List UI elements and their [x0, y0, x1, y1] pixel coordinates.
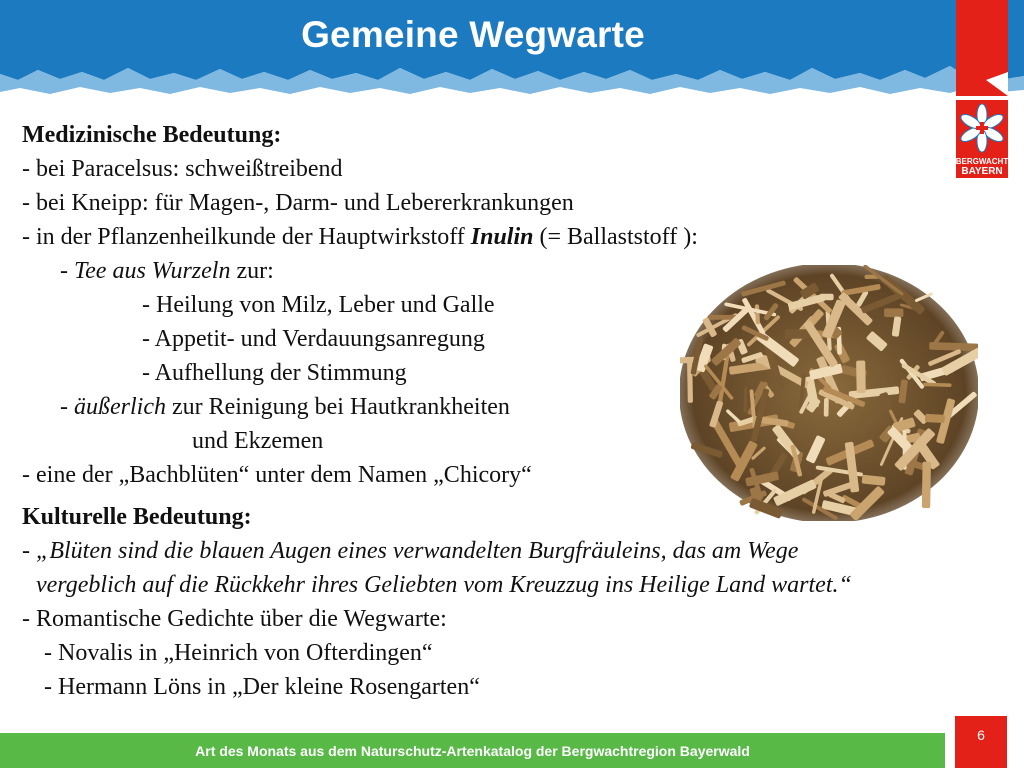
cultural-heading: Kulturelle Bedeutung: [22, 504, 252, 530]
medical-item-bachblueten: - eine der „Bachblüten“ unter dem Namen „Chicory“ [22, 462, 532, 488]
quote-text-1: „Blüten sind die blauen Augen eines verwandelten Burgfräuleins, das am Wege [36, 538, 799, 564]
dried-roots-image [680, 265, 978, 521]
footer-text: Art des Monats aus dem Naturschutz-Artenkatalog der Bergwachtregion Bayerwald [195, 743, 750, 759]
legend-quote-line1 [22, 534, 962, 568]
medical-item-kneipp: - bei Kneipp: für Magen-, Darm- und Lebererkrankungen [22, 190, 574, 216]
root-chip [824, 398, 829, 417]
tea-term: Tee aus Wurzeln [74, 258, 231, 284]
logo-line1: BERGWACHT [956, 157, 1008, 166]
edelweiss-icon [956, 0, 1008, 180]
poem-loens: - Hermann Löns in „Der kleine Rosengarten“ [44, 674, 480, 700]
external-prefix: - [60, 394, 74, 420]
slide-title: Gemeine Wegwarte [301, 14, 645, 55]
bergwacht-logo [956, 0, 1008, 180]
tea-use-1: - Heilung von Milz, Leber und Galle [142, 292, 495, 318]
poems-line: - Romantische Gedichte über die Wegwarte: [22, 606, 447, 632]
root-chip [884, 308, 903, 317]
inulin-prefix: - in der Pflanzenheilkunde der Hauptwirkstoff [22, 224, 471, 250]
logo-line2: BAYERN [961, 166, 1003, 177]
quote-text-2: vergeblich auf die Rückkehr ihres Geliebten vom Kreuzzug ins Heilige Land wartet.“ [36, 572, 852, 598]
chicory-root-photo [680, 265, 978, 521]
inulin-term: Inulin [470, 224, 534, 250]
poem-novalis: - Novalis in „Heinrich von Ofterdingen“ [44, 640, 433, 666]
tea-suffix: zur: [230, 258, 274, 284]
legend-quote-line2 [22, 568, 962, 602]
root-chip [922, 462, 931, 508]
medical-heading: Medizinische Bedeutung: [22, 122, 282, 148]
inulin-suffix: (= Ballaststoff ): [533, 224, 698, 250]
external-suffix: zur Reinigung bei Hautkrankheiten [165, 394, 510, 420]
external-term: äußerlich [74, 394, 166, 420]
medical-item-inulin [22, 220, 962, 254]
root-chip [856, 361, 866, 394]
tea-prefix: - [60, 258, 74, 284]
root-chip [925, 414, 945, 423]
tea-use-2: - Appetit- und Verdauungsanregung [142, 326, 485, 352]
medical-item-paracelsus: - bei Paracelsus: schweißtreibend [22, 156, 343, 182]
external-use-continued: und Ekzemen [192, 428, 324, 454]
tea-use-3: - Aufhellung der Stimmung [142, 360, 407, 386]
page-number: 6 [977, 727, 985, 743]
quote-dash: - [22, 538, 36, 564]
